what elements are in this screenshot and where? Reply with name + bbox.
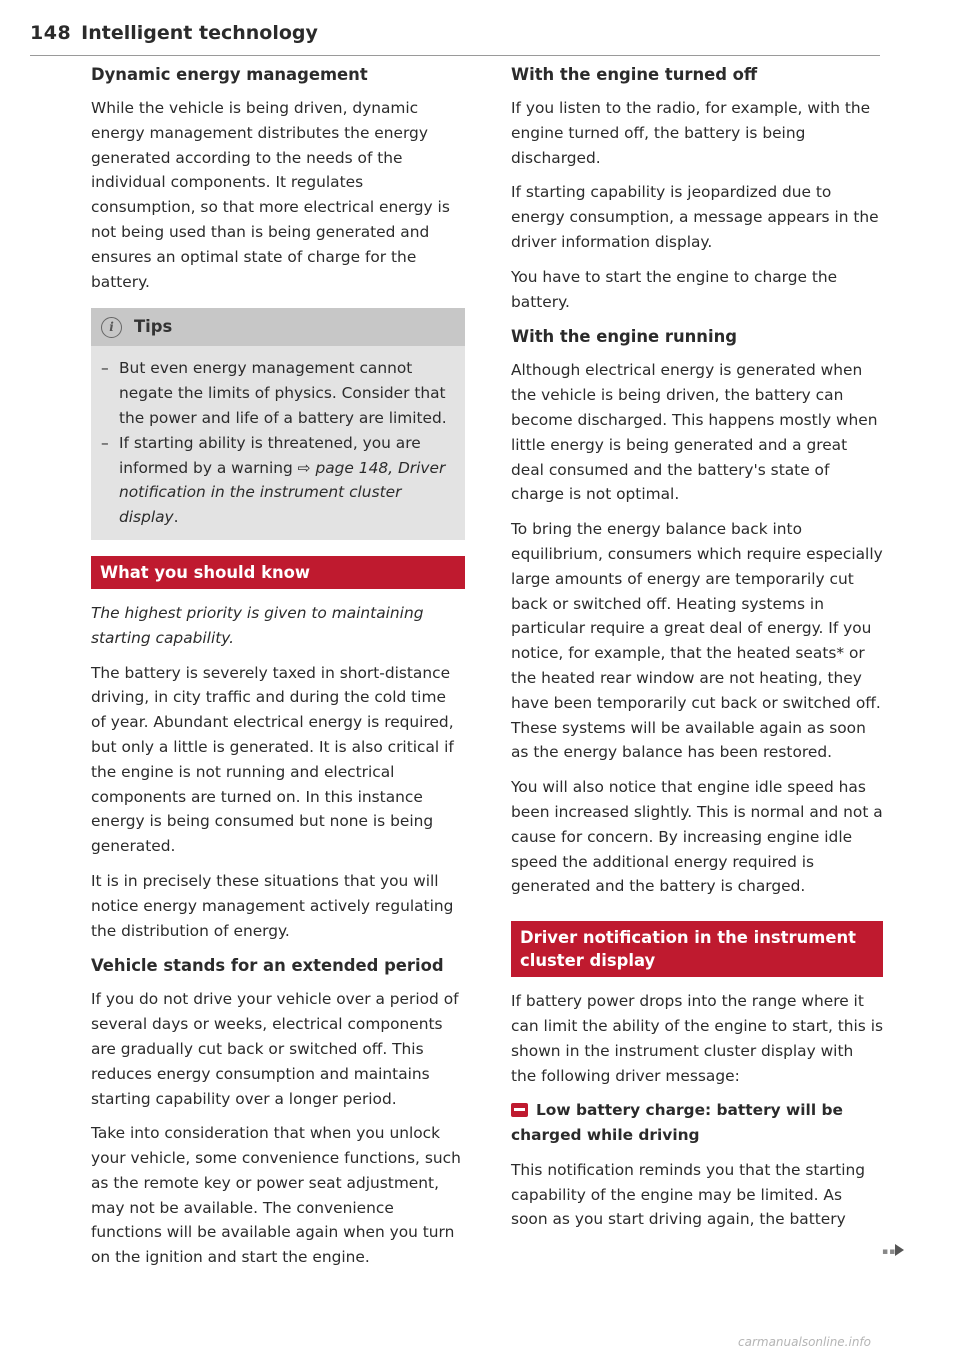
right-column [511, 62, 883, 1242]
dynamic-energy-text: While the vehicle is being driven, dynamic energy management distributes the energy generated according to the needs of the individual components. It regulates consumption, so that more electrical energy is not being used than is being generated and ensures an optimal state of charge for the battery. [91, 99, 450, 291]
section-banner-driver-notification: Driver notification in the instrument cluster display [511, 921, 883, 977]
dynamic-energy-heading: Dynamic energy management [91, 65, 368, 84]
body-paragraph: You will also notice that engine idle speed has been increased slightly. This is normal and not a cause for concern. By increasing engine idle speed the additional energy required is generated and the battery is charged. [511, 778, 883, 896]
watermark: carmanualsonline.info [738, 1335, 872, 1349]
body-paragraph: The battery is severely taxed in short-distance driving, in city traffic and during the cold time of year. Abundant electrical energy is required, but only a little is generated. It is also critical if the engine is not running and electrical components are turned on. In this instance energy is being consumed but none is being generated. [91, 663, 454, 856]
header-rule [30, 55, 880, 56]
driver-message-text: Low battery charge: battery will be charged while driving [511, 1101, 843, 1145]
body-paragraph: If starting capability is jeopardized due to energy consumption, a message appears in the driver information display. [511, 183, 879, 251]
body-paragraph: If you do not drive your vehicle over a period of several days or weeks, electrical components are gradually cut back or switched off. This reduces energy consumption and maintains starting capability over a longer period. [91, 990, 459, 1108]
body-paragraph: If battery power drops into the range where it can limit the ability of the engine to start, this is shown in the instrument cluster display with the following driver message: [511, 992, 884, 1085]
body-paragraph: To bring the energy balance back into equilibrium, consumers which require especially large amounts of energy are temporarily cut back or switched off. Heating systems in particular require a great deal of energy. If you notice, for example, that the heated seats* or the heated rear window are not heating, they have been temporarily cut back or switched off. These systems will be available again as soon as the energy balance has been restored. [511, 520, 883, 762]
tip-text: If starting ability is threatened, you are informed by a warning [119, 433, 421, 477]
tip-item: – But even energy management cannot negate the limits of physics. Consider that the power and life of a battery are limited. [101, 356, 453, 430]
engine-off-heading: With the engine turned off [511, 65, 758, 84]
page-reference-link[interactable]: ⇨ page 148, Driver notification in the instrument cluster display [119, 458, 446, 527]
section-banner-what-you-should-know: What you should know [91, 556, 465, 589]
body-paragraph: You have to start the engine to charge the battery. [511, 267, 838, 311]
body-paragraph: If you listen to the radio, for example, with the engine turned off, the battery is being discharged. [511, 99, 871, 167]
body-paragraph: It is in precisely these situations that you will notice energy management actively regulating the distribution of energy. [91, 871, 454, 940]
page-header [30, 22, 880, 44]
body-paragraph: Although electrical energy is generated when the vehicle is being driven, the battery can become discharged. This happens mostly when little energy is being generated and a great deal consumed and the battery's state of charge is not optimal. [511, 361, 878, 504]
driver-message [511, 1098, 883, 1148]
continue-arrow-icon [895, 1244, 904, 1256]
left-column [91, 62, 465, 1280]
page-number: 148 [30, 22, 72, 44]
tip-item [101, 431, 453, 530]
tips-box [91, 308, 465, 540]
chapter-title: Intelligent technology [81, 22, 318, 44]
tips-label: Tips [134, 316, 173, 336]
continue-dots: ▪▪ [882, 1247, 897, 1257]
section-intro: The highest priority is given to maintaining starting capability. [91, 603, 424, 647]
engine-running-heading: With the engine running [511, 327, 737, 347]
body-paragraph: This notification reminds you that the starting capability of the engine may be limited. As soon as you start driving again, the battery [511, 1160, 866, 1229]
tips-list [91, 356, 465, 530]
battery-icon [511, 1103, 528, 1117]
info-icon: i [101, 317, 122, 338]
tips-header [91, 308, 465, 346]
extended-period-heading: Vehicle stands for an extended period [91, 956, 444, 976]
body-paragraph: Take into consideration that when you unlock your vehicle, some convenience functions, such as the remote key or power seat adjustment, may not be available. The convenience functions will be available again when you turn on the ignition and start the engine. [91, 1124, 461, 1267]
tip-end: . [173, 508, 179, 527]
